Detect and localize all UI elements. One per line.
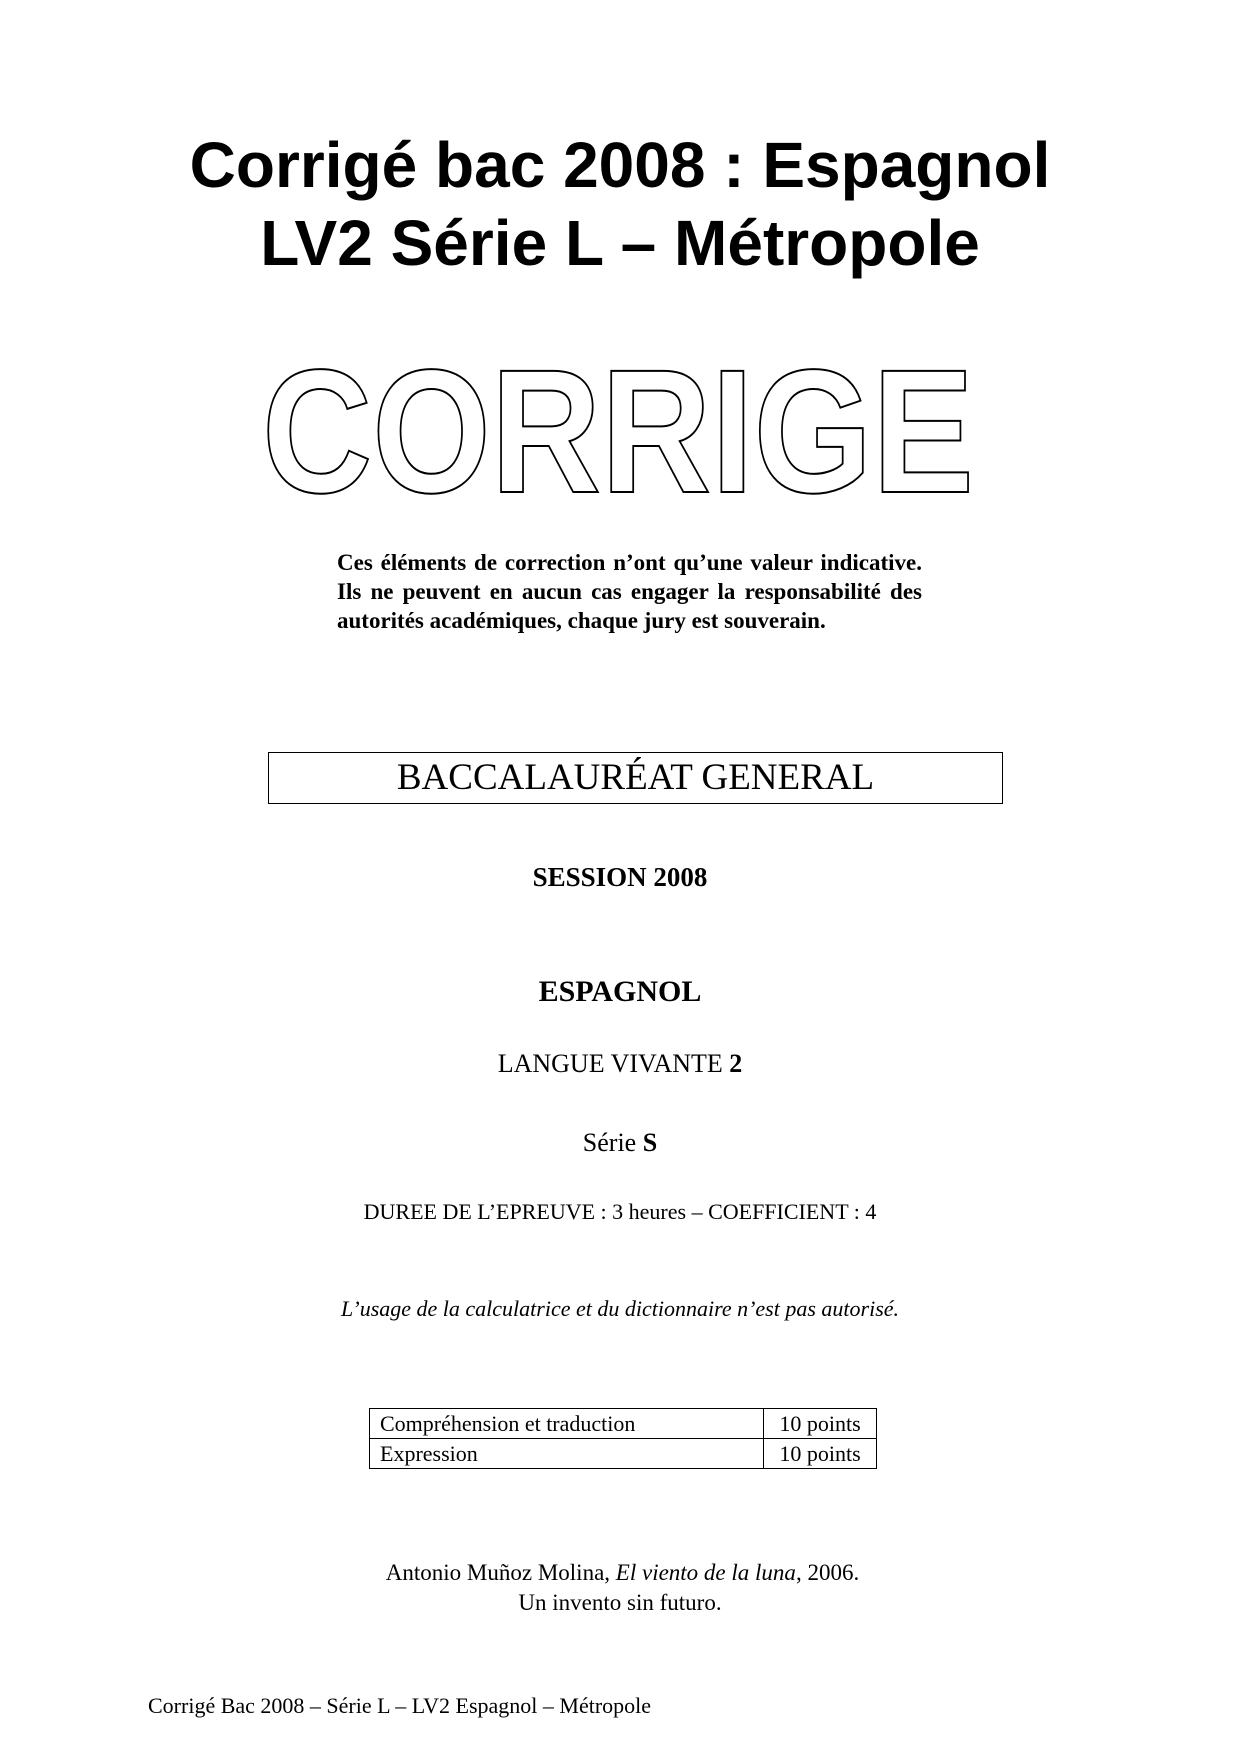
source-author: Antonio Muñoz Molina, [385,1560,616,1585]
langue-vivante-line [0,1048,1240,1080]
source-citation [0,1558,1240,1588]
source-work-title: El viento de la luna [615,1560,796,1585]
scoring-part-cell: Expression [370,1439,764,1469]
langue-number: 2 [729,1049,743,1078]
serie-label: Série [582,1128,643,1157]
serie-line [0,1127,1240,1159]
duration-coefficient-line: DUREE DE L’EPREUVE : 3 heures – COEFFICIENT : 4 [363,1199,877,1224]
scoring-points-cell: 10 points [764,1439,877,1469]
corrige-stamp-text: CORRIGE [262,334,974,530]
subject-label: ESPAGNOL [538,975,702,1008]
exam-type-box [268,752,1003,804]
corrige-stamp [258,334,978,530]
disclaimer-text: Ces éléments de correction n’ont qu’une valeur indicative. Ils ne peuvent en aucun cas engager la responsabilité des autorités académiques, chaque jury est souverain. [337,550,922,633]
source-year-end: . [853,1560,860,1585]
page-title-line-1: Corrigé bac 2008 : Espagnol [189,129,1051,201]
table-row [370,1409,877,1439]
session-label: SESSION 2008 [532,862,708,892]
page-title-line-2: LV2 Série L – Métropole [260,207,980,279]
calculator-dictionary-note: L’usage de la calculatrice et du dictionnaire n’est pas autorisé. [340,1296,900,1321]
page-footer: Corrigé Bac 2008 – Série L – LV2 Espagnol – Métropole [148,1693,652,1718]
exam-type-title: BACCALAURÉAT GENERAL [396,757,875,798]
excerpt-title: Un invento sin futuro. [518,1590,722,1615]
scoring-points-cell: 10 points [764,1409,877,1439]
table-row [370,1439,877,1469]
text-source [0,1558,1240,1618]
langue-label: LANGUE VIVANTE [497,1049,730,1078]
scoring-table [369,1408,877,1469]
source-year: , 2006 [795,1560,854,1585]
serie-value: S [642,1128,658,1157]
scoring-part-cell: Compréhension et traduction [370,1409,764,1439]
